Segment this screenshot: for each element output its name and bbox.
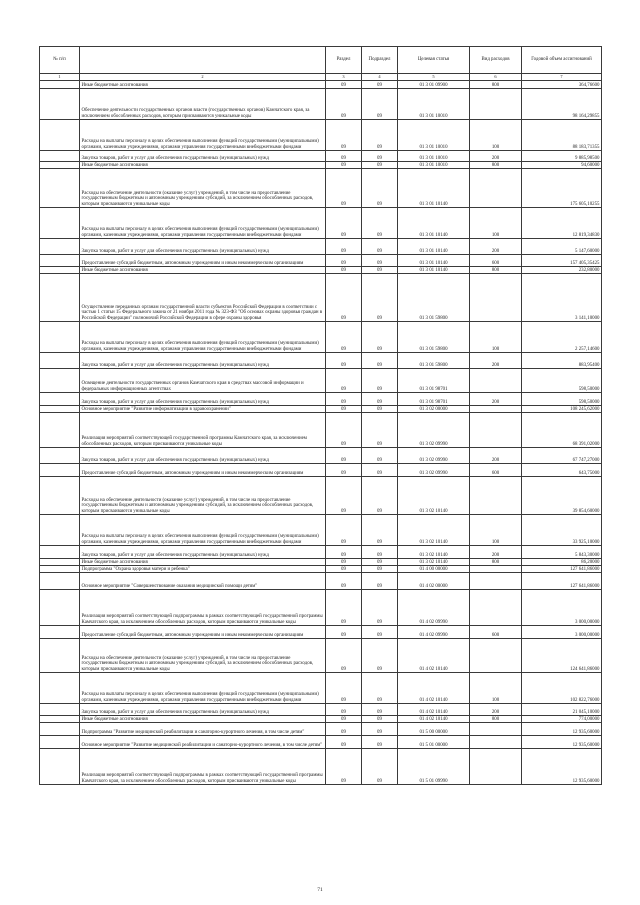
row-name-cell: Расходы на выплаты персоналу в целях обеспечения выполнения функций государственными (муниципальными) органами, казенными учреждениями, органами управления государственными внебюджетными фондами xyxy=(80,515,326,546)
table-row xyxy=(40,267,602,274)
row-target-cell: 01 4 00 00000 xyxy=(398,566,470,573)
row-num-cell xyxy=(40,515,80,546)
row-vid-cell xyxy=(470,477,522,515)
row-podrazdel-cell: 09 xyxy=(362,590,398,626)
row-vid-cell: 200 xyxy=(470,448,522,464)
column-number: 5 xyxy=(398,74,470,81)
row-target-cell: 01 3 02 09990 xyxy=(398,448,470,464)
table-row xyxy=(40,393,602,406)
table-row xyxy=(40,673,602,704)
row-amount-cell: 643,75000 xyxy=(522,464,602,477)
row-target-cell: 01 3 01 10010 xyxy=(398,162,470,169)
row-razdel-cell: 09 xyxy=(326,573,362,590)
row-target-cell: 01 4 02 10140 xyxy=(398,639,470,673)
row-amount-cell: 883,95400 xyxy=(522,353,602,369)
row-vid-cell xyxy=(470,590,522,626)
table-row xyxy=(40,716,602,723)
row-podrazdel-cell: 09 xyxy=(362,89,398,120)
row-amount-cell: 157 405,35425 xyxy=(522,255,602,267)
row-num-cell xyxy=(40,255,80,267)
row-podrazdel-cell: 09 xyxy=(362,515,398,546)
row-vid-cell: 100 xyxy=(470,673,522,704)
row-name-cell: Закупка товаров, работ и услуг для обеспечения государственных (муниципальных) нужд xyxy=(80,704,326,716)
column-number: 6 xyxy=(470,74,522,81)
row-amount-cell: 598,50000 xyxy=(522,393,602,406)
row-podrazdel-cell: 09 xyxy=(362,406,398,413)
header-amount: Годовой объем ассигнований xyxy=(522,47,602,74)
row-razdel-cell: 09 xyxy=(326,274,362,322)
row-amount-cell: 5 843,30000 xyxy=(522,546,602,559)
row-razdel-cell: 09 xyxy=(326,353,362,369)
row-podrazdel-cell: 09 xyxy=(362,267,398,274)
row-podrazdel-cell: 09 xyxy=(362,255,398,267)
row-podrazdel-cell: 09 xyxy=(362,573,398,590)
row-vid-cell xyxy=(470,169,522,208)
row-razdel-cell: 09 xyxy=(326,673,362,704)
header-num: № п/п xyxy=(40,47,80,74)
row-name-cell: Реализация мероприятий соответствующей подпрограммы в рамках соответствующей государственной программы Камчатского края, за исключением обособленных расходов, которым присваиваются уникальные коды xyxy=(80,749,326,785)
row-target-cell: 01 4 02 09990 xyxy=(398,626,470,639)
row-name-cell: Закупка товаров, работ и услуг для обеспечения государственных (муниципальных) нужд xyxy=(80,239,326,255)
row-podrazdel-cell: 09 xyxy=(362,353,398,369)
row-num-cell xyxy=(40,477,80,515)
row-podrazdel-cell: 09 xyxy=(362,239,398,255)
row-amount-cell: 175 605,10255 xyxy=(522,169,602,208)
row-razdel-cell: 09 xyxy=(326,120,362,151)
row-razdel-cell: 09 xyxy=(326,639,362,673)
row-num-cell xyxy=(40,448,80,464)
row-vid-cell: 800 xyxy=(470,716,522,723)
row-num-cell xyxy=(40,208,80,239)
row-amount-cell: 124 641,86000 xyxy=(522,639,602,673)
row-num-cell xyxy=(40,736,80,749)
row-num-cell xyxy=(40,322,80,353)
row-amount-cell: 21 045,10000 xyxy=(522,704,602,716)
row-podrazdel-cell: 09 xyxy=(362,151,398,162)
row-name-cell: Осуществление переданных органам государственной власти субъектов Российской Федерации в соответствии с частью 1 статьи 15 Федерального закона от 21 ноября 2011 года № 323-ФЗ "Об основах охраны здоровья граждан в Российской Федерации" полномочий Российской Федерации в сфере охраны здоровья xyxy=(80,274,326,322)
row-name-cell: Предоставление субсидий бюджетным, автономным учреждениям и иным некоммерческим организациям xyxy=(80,464,326,477)
table-row xyxy=(40,448,602,464)
row-razdel-cell: 09 xyxy=(326,515,362,546)
row-vid-cell xyxy=(470,274,522,322)
row-target-cell: 01 3 01 98701 xyxy=(398,369,470,393)
row-razdel-cell: 09 xyxy=(326,255,362,267)
table-row xyxy=(40,120,602,151)
row-vid-cell: 100 xyxy=(470,120,522,151)
row-num-cell xyxy=(40,559,80,566)
row-target-cell: 01 3 01 10010 xyxy=(398,89,470,120)
row-num-cell xyxy=(40,162,80,169)
row-podrazdel-cell: 09 xyxy=(362,559,398,566)
row-num-cell xyxy=(40,590,80,626)
row-podrazdel-cell: 09 xyxy=(362,120,398,151)
row-name-cell: Освещение деятельности государственных органов Камчатского края в средствах массовой информации и федеральных информационных агентствах xyxy=(80,369,326,393)
row-name-cell: Основное мероприятие "Совершенствование оказания медицинской помощи детям" xyxy=(80,573,326,590)
row-vid-cell: 200 xyxy=(470,151,522,162)
row-num-cell xyxy=(40,573,80,590)
row-amount-cell: 2 257,14600 xyxy=(522,322,602,353)
row-target-cell: 01 4 02 00000 xyxy=(398,573,470,590)
row-num-cell xyxy=(40,393,80,406)
row-vid-cell: 600 xyxy=(470,255,522,267)
column-number: 2 xyxy=(80,74,326,81)
row-amount-cell: 12 819,34830 xyxy=(522,208,602,239)
row-amount-cell: 67 747,27000 xyxy=(522,448,602,464)
header-target: Целевая статья xyxy=(398,47,470,74)
row-num-cell xyxy=(40,704,80,716)
row-name-cell: Закупка товаров, работ и услуг для обеспечения государственных (муниципальных) нужд xyxy=(80,393,326,406)
row-name-cell: Расходы на выплаты персоналу в целях обеспечения выполнения функций государственными (муниципальными) органами, казенными учреждениями, органами управления государственными внебюджетными фондами xyxy=(80,208,326,239)
header-podrazdel: Подраздел xyxy=(362,47,398,74)
row-name-cell: Основное мероприятие "Развитие медицинской реабилитации и санаторно-курортного лечения, в том числе детям" xyxy=(80,736,326,749)
row-razdel-cell: 09 xyxy=(326,448,362,464)
row-vid-cell: 800 xyxy=(470,559,522,566)
row-vid-cell: 100 xyxy=(470,322,522,353)
row-target-cell: 01 3 01 09900 xyxy=(398,81,470,89)
row-razdel-cell: 09 xyxy=(326,736,362,749)
row-vid-cell: 800 xyxy=(470,162,522,169)
row-target-cell: 01 4 02 10140 xyxy=(398,673,470,704)
row-target-cell: 01 3 01 59800 xyxy=(398,353,470,369)
row-target-cell: 01 3 01 10140 xyxy=(398,169,470,208)
row-num-cell xyxy=(40,406,80,413)
table-row xyxy=(40,369,602,393)
column-number: 1 xyxy=(40,74,80,81)
table-body xyxy=(40,81,602,785)
row-num-cell xyxy=(40,716,80,723)
row-podrazdel-cell: 09 xyxy=(362,169,398,208)
row-target-cell: 01 3 01 59800 xyxy=(398,322,470,353)
row-razdel-cell: 09 xyxy=(326,369,362,393)
row-vid-cell: 600 xyxy=(470,626,522,639)
row-razdel-cell: 09 xyxy=(326,749,362,785)
row-amount-cell: 12 935,60000 xyxy=(522,736,602,749)
table-row xyxy=(40,255,602,267)
row-podrazdel-cell: 09 xyxy=(362,81,398,89)
row-num-cell xyxy=(40,267,80,274)
row-razdel-cell: 09 xyxy=(326,322,362,353)
row-target-cell: 01 5 00 00000 xyxy=(398,723,470,736)
table-row xyxy=(40,162,602,169)
row-amount-cell: 68 391,02000 xyxy=(522,413,602,448)
row-num-cell xyxy=(40,723,80,736)
row-amount-cell: 364,76600 xyxy=(522,81,602,89)
table-row xyxy=(40,464,602,477)
row-podrazdel-cell: 09 xyxy=(362,723,398,736)
row-num-cell xyxy=(40,566,80,573)
row-target-cell: 01 3 02 10140 xyxy=(398,515,470,546)
row-name-cell: Расходы на выплаты персоналу в целях обеспечения выполнения функций государственными (муниципальными) органами, казенными учреждениями, органами управления государственными внебюджетными фондами xyxy=(80,322,326,353)
row-target-cell: 01 3 01 10010 xyxy=(398,151,470,162)
table-row xyxy=(40,81,602,89)
row-podrazdel-cell: 09 xyxy=(362,208,398,239)
page-number: 71 xyxy=(317,887,323,893)
row-vid-cell xyxy=(470,369,522,393)
row-podrazdel-cell: 09 xyxy=(362,464,398,477)
row-target-cell: 01 3 01 10140 xyxy=(398,208,470,239)
row-razdel-cell: 09 xyxy=(326,716,362,723)
row-target-cell: 01 3 02 09990 xyxy=(398,413,470,448)
row-name-cell: Иные бюджетные ассигнования xyxy=(80,162,326,169)
row-name-cell: Предоставление субсидий бюджетным, автономным учреждениям и иным некоммерческим организациям xyxy=(80,255,326,267)
row-podrazdel-cell: 09 xyxy=(362,546,398,559)
row-amount-cell: 598,50000 xyxy=(522,369,602,393)
row-name-cell: Иные бюджетные ассигнования xyxy=(80,81,326,89)
row-target-cell: 01 4 02 09990 xyxy=(398,590,470,626)
row-vid-cell: 800 xyxy=(470,81,522,89)
table-row xyxy=(40,353,602,369)
row-razdel-cell: 09 xyxy=(326,393,362,406)
row-amount-cell: 5 147,60000 xyxy=(522,239,602,255)
row-razdel-cell: 09 xyxy=(326,151,362,162)
row-amount-cell: 94,60000 xyxy=(522,162,602,169)
table-row xyxy=(40,573,602,590)
row-num-cell xyxy=(40,673,80,704)
row-num-cell xyxy=(40,89,80,120)
row-podrazdel-cell: 09 xyxy=(362,413,398,448)
row-razdel-cell: 09 xyxy=(326,464,362,477)
row-name-cell: Расходы на выплаты персоналу в целях обеспечения выполнения функций государственными (муниципальными) органами, казенными учреждениями, органами управления государственными внебюджетными фондами xyxy=(80,673,326,704)
row-podrazdel-cell: 09 xyxy=(362,673,398,704)
row-amount-cell: 88 183,71355 xyxy=(522,120,602,151)
budget-table xyxy=(39,46,602,785)
row-target-cell: 01 3 01 10140 xyxy=(398,255,470,267)
row-amount-cell: 774,00000 xyxy=(522,716,602,723)
row-podrazdel-cell: 09 xyxy=(362,393,398,406)
row-name-cell: Подпрограмма "Охрана здоровья матери и ребенка" xyxy=(80,566,326,573)
row-num-cell xyxy=(40,353,80,369)
row-num-cell xyxy=(40,151,80,162)
row-vid-cell: 200 xyxy=(470,353,522,369)
row-vid-cell xyxy=(470,749,522,785)
row-amount-cell: 3 000,00000 xyxy=(522,626,602,639)
table-row xyxy=(40,477,602,515)
row-podrazdel-cell: 09 xyxy=(362,477,398,515)
row-amount-cell: 98 164,29855 xyxy=(522,89,602,120)
table-row xyxy=(40,413,602,448)
row-podrazdel-cell: 09 xyxy=(362,626,398,639)
row-razdel-cell: 09 xyxy=(326,559,362,566)
row-name-cell: Расходы на выплаты персоналу в целях обеспечения выполнения функций государственными (муниципальными) органами, казенными учреждениями, органами управления государственными внебюджетными фондами xyxy=(80,120,326,151)
row-amount-cell: 9 885,98500 xyxy=(522,151,602,162)
row-name-cell: Расходы на обеспечение деятельности (оказание услуг) учреждений, в том числе на предоставление государственным бюджетным и автономным учреждениям субсидий, за исключением обособленных расходов, которым присваиваются уникальные коды xyxy=(80,639,326,673)
row-vid-cell: 100 xyxy=(470,208,522,239)
table-row xyxy=(40,322,602,353)
row-razdel-cell: 09 xyxy=(326,169,362,208)
row-name-cell: Закупка товаров, работ и услуг для обеспечения государственных (муниципальных) нужд xyxy=(80,151,326,162)
row-podrazdel-cell: 09 xyxy=(362,369,398,393)
row-razdel-cell: 09 xyxy=(326,704,362,716)
column-number-row xyxy=(40,74,602,81)
row-vid-cell: 600 xyxy=(470,464,522,477)
table-row xyxy=(40,566,602,573)
row-num-cell xyxy=(40,239,80,255)
row-razdel-cell: 09 xyxy=(326,239,362,255)
row-num-cell xyxy=(40,274,80,322)
row-vid-cell: 200 xyxy=(470,546,522,559)
row-name-cell: Иные бюджетные ассигнования xyxy=(80,267,326,274)
row-target-cell: 01 3 02 09990 xyxy=(398,464,470,477)
row-name-cell: Закупка товаров, работ и услуг для обеспечения государственных (муниципальных) нужд xyxy=(80,353,326,369)
row-vid-cell: 200 xyxy=(470,239,522,255)
row-target-cell: 01 3 02 10140 xyxy=(398,477,470,515)
row-name-cell: Обеспечение деятельности государственных органов власти (государственных органов) Камчатского края, за исключением обособленных расходов, которым присваиваются уникальные коды xyxy=(80,89,326,120)
row-target-cell: 01 4 02 10140 xyxy=(398,716,470,723)
row-num-cell xyxy=(40,626,80,639)
row-podrazdel-cell: 09 xyxy=(362,639,398,673)
row-vid-cell xyxy=(470,406,522,413)
row-num-cell xyxy=(40,369,80,393)
row-podrazdel-cell: 09 xyxy=(362,322,398,353)
row-amount-cell: 86,20000 xyxy=(522,559,602,566)
row-podrazdel-cell: 09 xyxy=(362,736,398,749)
row-razdel-cell: 09 xyxy=(326,81,362,89)
row-num-cell xyxy=(40,169,80,208)
row-amount-cell: 12 935,60000 xyxy=(522,749,602,785)
row-podrazdel-cell: 09 xyxy=(362,716,398,723)
row-razdel-cell: 09 xyxy=(326,626,362,639)
table-row xyxy=(40,89,602,120)
row-num-cell xyxy=(40,749,80,785)
table-row xyxy=(40,559,602,566)
row-name-cell: Предоставление субсидий бюджетным, автономным учреждениям и иным некоммерческим организациям xyxy=(80,626,326,639)
row-podrazdel-cell: 09 xyxy=(362,448,398,464)
row-razdel-cell: 09 xyxy=(326,208,362,239)
row-podrazdel-cell: 09 xyxy=(362,274,398,322)
row-vid-cell xyxy=(470,573,522,590)
row-vid-cell: 100 xyxy=(470,515,522,546)
row-name-cell: Основное мероприятие "Развитие информатизации в здравоохранении" xyxy=(80,406,326,413)
table-row xyxy=(40,151,602,162)
table-row xyxy=(40,239,602,255)
row-target-cell: 01 4 02 10140 xyxy=(398,704,470,716)
row-razdel-cell: 09 xyxy=(326,89,362,120)
row-name-cell: Закупка товаров, работ и услуг для обеспечения государственных (муниципальных) нужд xyxy=(80,448,326,464)
row-target-cell: 01 3 01 10140 xyxy=(398,267,470,274)
row-target-cell: 01 5 01 09990 xyxy=(398,749,470,785)
row-amount-cell: 108 245,62000 xyxy=(522,406,602,413)
row-razdel-cell: 09 xyxy=(326,590,362,626)
row-razdel-cell: 09 xyxy=(326,723,362,736)
column-number: 7 xyxy=(522,74,602,81)
row-amount-cell: 33 925,10000 xyxy=(522,515,602,546)
row-amount-cell: 3 141,10000 xyxy=(522,274,602,322)
header-name xyxy=(80,47,326,74)
row-amount-cell: 127 641,86000 xyxy=(522,566,602,573)
row-razdel-cell: 09 xyxy=(326,477,362,515)
row-name-cell: Иные бюджетные ассигнования xyxy=(80,716,326,723)
column-number: 3 xyxy=(326,74,362,81)
row-num-cell xyxy=(40,413,80,448)
table-row xyxy=(40,274,602,322)
row-num-cell xyxy=(40,639,80,673)
table-row xyxy=(40,639,602,673)
row-amount-cell: 3 000,00000 xyxy=(522,590,602,626)
row-vid-cell xyxy=(470,736,522,749)
row-name-cell: Расходы на обеспечение деятельности (оказание услуг) учреждений, в том числе на предоставление государственным бюджетным и автономным учреждениям субсидий, за исключением обособленных расходов, которым присваиваются уникальные коды xyxy=(80,169,326,208)
row-vid-cell xyxy=(470,723,522,736)
table-row xyxy=(40,590,602,626)
row-vid-cell xyxy=(470,639,522,673)
row-target-cell: 01 3 02 00000 xyxy=(398,406,470,413)
table-row xyxy=(40,169,602,208)
row-target-cell: 01 3 01 10140 xyxy=(398,239,470,255)
row-target-cell: 01 5 01 00000 xyxy=(398,736,470,749)
row-vid-cell xyxy=(470,566,522,573)
row-amount-cell: 232,80000 xyxy=(522,267,602,274)
table-row xyxy=(40,749,602,785)
table-row xyxy=(40,704,602,716)
header-razdel: Раздел xyxy=(326,47,362,74)
row-razdel-cell: 09 xyxy=(326,566,362,573)
row-razdel-cell: 09 xyxy=(326,546,362,559)
row-num-cell xyxy=(40,464,80,477)
row-num-cell xyxy=(40,81,80,89)
row-target-cell: 01 3 02 10140 xyxy=(398,546,470,559)
row-target-cell: 01 3 02 10140 xyxy=(398,559,470,566)
row-podrazdel-cell: 09 xyxy=(362,566,398,573)
row-vid-cell xyxy=(470,413,522,448)
row-razdel-cell: 09 xyxy=(326,162,362,169)
table-row xyxy=(40,626,602,639)
row-razdel-cell: 09 xyxy=(326,406,362,413)
row-razdel-cell: 09 xyxy=(326,267,362,274)
row-target-cell: 01 3 01 10010 xyxy=(398,120,470,151)
column-number: 4 xyxy=(362,74,398,81)
row-name-cell: Реализация мероприятий соответствующей государственной программы Камчатского края, за исключением обособленных расходов, которым присваиваются уникальные коды xyxy=(80,413,326,448)
row-name-cell: Иные бюджетные ассигнования xyxy=(80,559,326,566)
row-vid-cell: 200 xyxy=(470,704,522,716)
row-podrazdel-cell: 09 xyxy=(362,749,398,785)
row-amount-cell: 12 935,60000 xyxy=(522,723,602,736)
row-razdel-cell: 09 xyxy=(326,413,362,448)
table-row xyxy=(40,208,602,239)
row-vid-cell: 200 xyxy=(470,393,522,406)
row-target-cell: 01 3 01 98701 xyxy=(398,393,470,406)
row-target-cell: 01 3 01 59800 xyxy=(398,274,470,322)
row-podrazdel-cell: 09 xyxy=(362,704,398,716)
row-name-cell: Реализация мероприятий соответствующей подпрограммы в рамках соответствующей государственной программы Камчатского края, за исключением обособленных расходов, которым присваиваются уникальные коды xyxy=(80,590,326,626)
table-row xyxy=(40,546,602,559)
row-num-cell xyxy=(40,546,80,559)
row-num-cell xyxy=(40,120,80,151)
header-vid: Вид расходов xyxy=(470,47,522,74)
table-header xyxy=(40,47,602,81)
table-row xyxy=(40,723,602,736)
row-name-cell: Закупка товаров, работ и услуг для обеспечения государственных (муниципальных) нужд xyxy=(80,546,326,559)
table-row xyxy=(40,736,602,749)
row-amount-cell: 127 641,86000 xyxy=(522,573,602,590)
table-row xyxy=(40,515,602,546)
row-podrazdel-cell: 09 xyxy=(362,162,398,169)
row-name-cell: Подпрограмма "Развитие медицинской реабилитации и санаторно-курортного лечения, в том числе детям" xyxy=(80,723,326,736)
table-row xyxy=(40,406,602,413)
row-amount-cell: 102 822,76000 xyxy=(522,673,602,704)
row-name-cell: Расходы на обеспечение деятельности (оказание услуг) учреждений, в том числе на предоставление государственным бюджетным и автономным учреждениям субсидий, за исключением обособленных расходов, которым присваиваются уникальные коды xyxy=(80,477,326,515)
row-vid-cell xyxy=(470,89,522,120)
row-amount-cell: 39 854,60000 xyxy=(522,477,602,515)
row-vid-cell: 800 xyxy=(470,267,522,274)
